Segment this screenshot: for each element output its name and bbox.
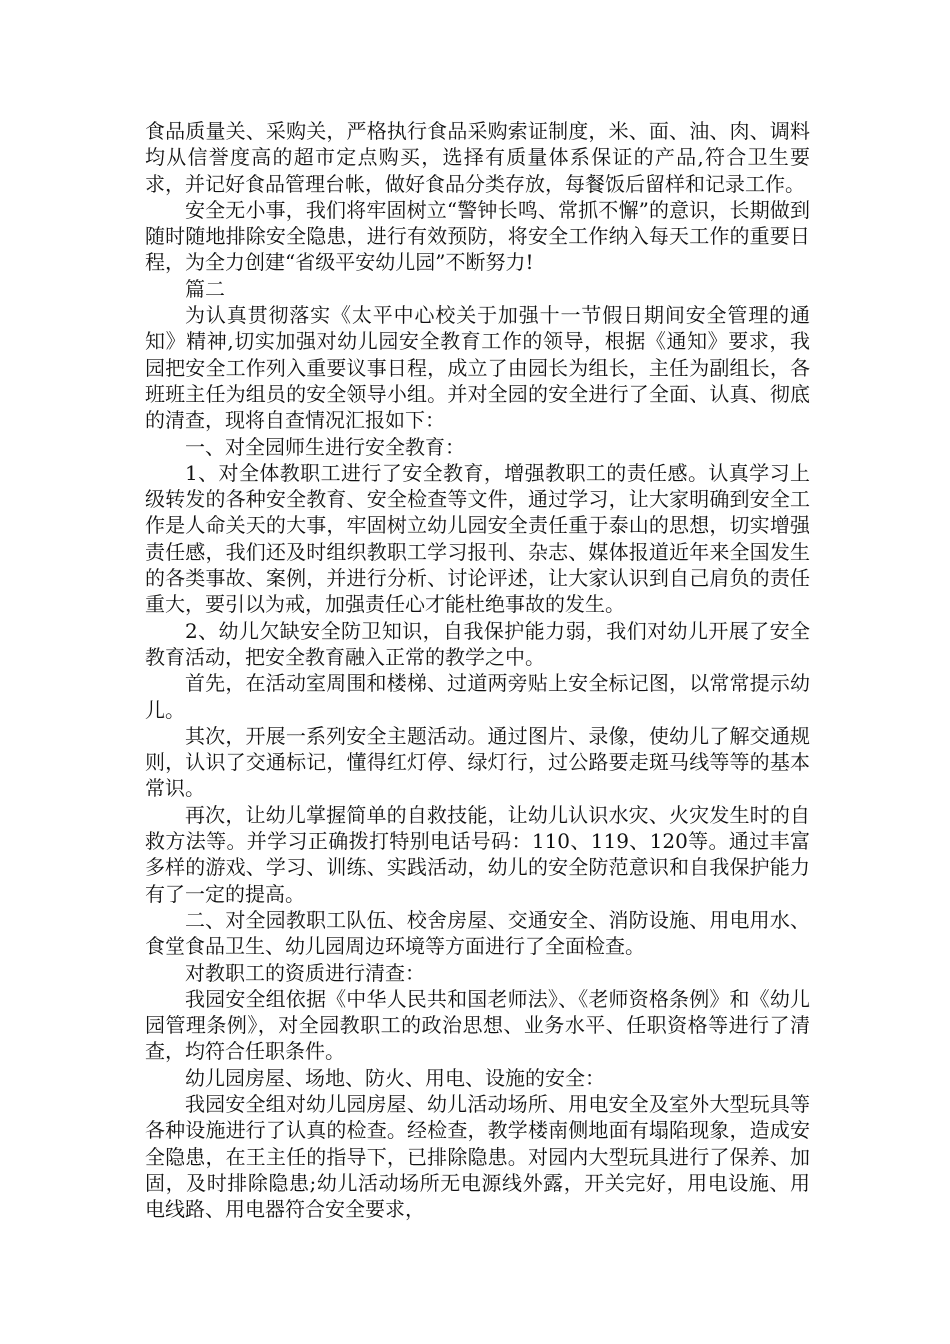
document-body xyxy=(145,118,810,1222)
section-heading: 二、对全园教职工队伍、校舍房屋、交通安全、消防设施、用电用水、食堂食品卫生、幼儿园周边环境等方面进行了全面检查。 xyxy=(145,907,810,959)
section-heading: 篇二 xyxy=(185,276,225,301)
paragraph: 2、幼儿欠缺安全防卫知识，自我保护能力弱，我们对幼儿开展了安全教育活动，把安全教育融入正常的教学之中。 xyxy=(145,618,810,669)
section-heading: 一、对全园师生进行安全教育： xyxy=(185,434,465,459)
paragraph: 首先，在活动室周围和楼梯、过道两旁贴上安全标记图，以常常提示幼儿。 xyxy=(145,671,810,722)
paragraph: 我园安全组依据《中华人民共和国老师法》、《老师资格条例》和《幼儿园管理条例》，对全园教职工的政治思想、业务水平、任职资格等进行了清查，均符合任职条件。 xyxy=(145,986,810,1064)
paragraph: 我园安全组对幼儿园房屋、幼儿活动场所、用电安全及室外大型玩具等各种设施进行了认真的检查。经检查，教学楼南侧地面有塌陷现象，造成安全隐患，在王主任的指导下，已排除隐患。对园内大型玩具进行了保养、加固，及时排除隐患;幼儿活动场所无电源线外露，开关完好，用电设施、用电线路、用电器符合安全要求， xyxy=(145,1091,810,1222)
paragraph: 食品质量关、采购关，严格执行食品采购索证制度，米、面、油、肉、调料均从信誉度高的超市定点购买，选择有质量体系保证的产品,符合卫生要求，并记好食品管理台帐，做好食品分类存放，每餐饭后留样和记录工作。 xyxy=(145,119,810,196)
paragraph: 其次，开展一系列安全主题活动。通过图片、录像，使幼儿了解交通规则，认识了交通标记，懂得红灯停、绿灯行，过公路要走斑马线等等的基本常识。 xyxy=(145,723,810,801)
paragraph: 为认真贯彻落实《太平中心校关于加强十一节假日期间安全管理的通知》精神,切实加强对幼儿园安全教育工作的领导，根据《通知》要求，我园把安全工作列入重要议事日程，成立了由园长为组长，主任为副组长，各班班主任为组员的安全领导小组。并对全园的安全进行了全面、认真、彻底的清查，现将自查情况汇报如下： xyxy=(145,303,810,433)
paragraph: 再次，让幼儿掌握简单的自救技能，让幼儿认识水灾、火灾发生时的自救方法等。并学习正确拨打特别电话号码：110、119、120等。通过丰富多样的游戏、学习、训练、实践活动，幼儿的安全防范意识和自我保护能力有了一定的提高。 xyxy=(145,802,810,906)
paragraph: 1、对全体教职工进行了安全教育，增强教职工的责任感。认真学习上级转发的各种安全教育、安全检查等文件，通过学习，让大家明确到安全工作是人命关天的大事，牢固树立幼儿园安全责任重于泰山的思想，切实增强责任感，我们还及时组织教职工学习报刊、杂志、媒体报道近年来全国发生的各类事故、案例，并进行分析、讨论评述，让大家认识到自己肩负的责任重大，要引以为戒，加强责任心才能杜绝事故的发生。 xyxy=(145,460,810,617)
paragraph: 安全无小事，我们将牢固树立“警钟长鸣、常抓不懈”的意识，长期做到随时随地排除安全隐患，进行有效预防，将安全工作纳入每天工作的重要日程，为全力创建“省级平安幼儿园”不断努力! xyxy=(145,197,810,275)
subheading: 对教职工的资质进行清查： xyxy=(185,960,425,985)
subheading: 幼儿园房屋、场地、防火、用电、设施的安全： xyxy=(185,1065,605,1090)
